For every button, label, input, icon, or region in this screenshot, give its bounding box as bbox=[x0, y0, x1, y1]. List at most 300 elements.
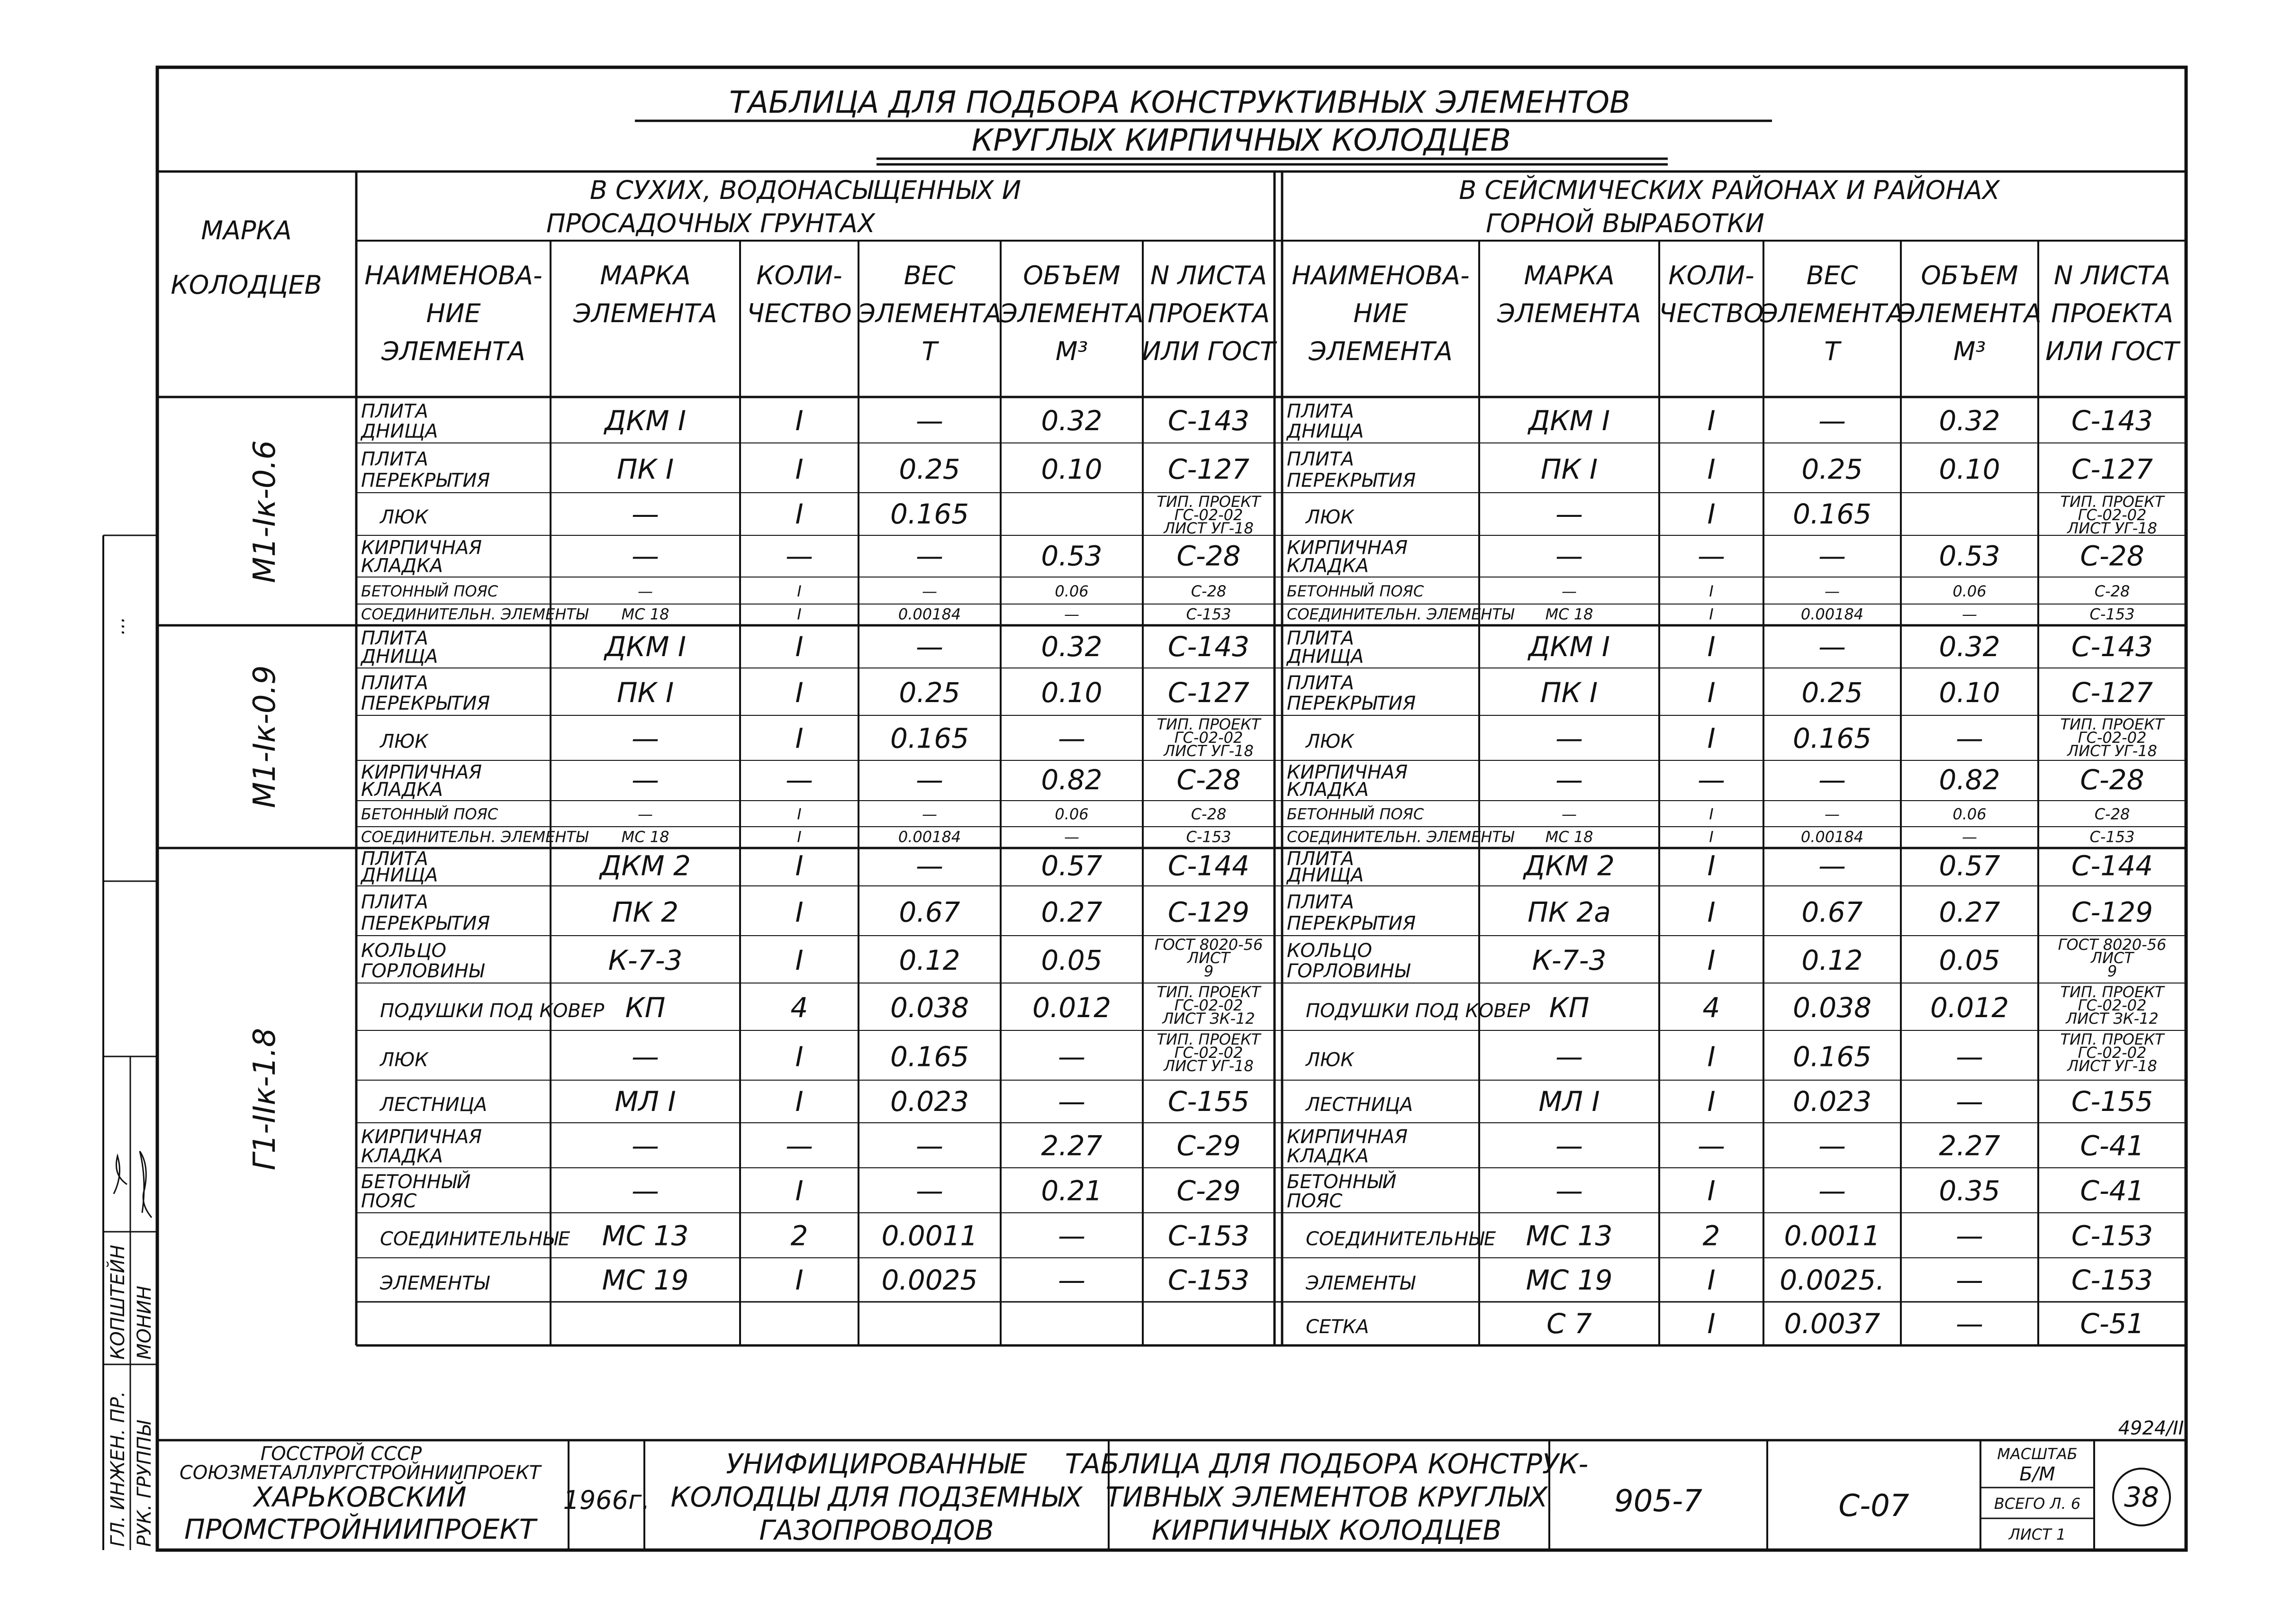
left-cell-5: С-144 bbox=[1167, 849, 1250, 882]
right-col-header-0-2: ЭЛЕМЕНТА bbox=[1309, 336, 1453, 366]
right-cell-5-2: ЛИСТ УГ-18 bbox=[2067, 519, 2157, 537]
left-cell-3: 0.0011 bbox=[881, 1219, 978, 1252]
left-cell-3: — bbox=[922, 582, 937, 601]
left-cell-5-1: ГС-02-02 bbox=[1174, 1044, 1243, 1062]
right-cell-3: — bbox=[1818, 1174, 1846, 1207]
left-cell-2: — bbox=[786, 764, 813, 796]
left-cell-4: 0.10 bbox=[1041, 677, 1103, 709]
right-cell-3: 0.25 bbox=[1801, 453, 1863, 486]
left-cell-1: — bbox=[632, 1174, 659, 1207]
left-cell-1: — bbox=[638, 805, 653, 823]
left-cell-1: — bbox=[638, 582, 653, 601]
left-cell-1: МС 19 bbox=[602, 1263, 689, 1296]
left-cell-0-b: ПЕРЕКРЫТИЯ bbox=[361, 693, 490, 714]
left-cell-3: 0.67 bbox=[899, 896, 960, 929]
right-cell-4: — bbox=[1956, 722, 1983, 755]
right-col-header-5-0: N ЛИСТА bbox=[2053, 261, 2171, 290]
right-cell-1: ДКМ 2 bbox=[1524, 849, 1615, 882]
left-cell-1: МС 18 bbox=[621, 605, 669, 623]
right-cell-5: С-41 bbox=[2080, 1129, 2144, 1162]
right-cell-5: С-153 bbox=[2089, 605, 2135, 623]
right-cell-1: ПК 2а bbox=[1528, 896, 1611, 929]
left-cell-2: I bbox=[797, 805, 802, 823]
right-cell-5: С-28 bbox=[2094, 805, 2130, 823]
right-cell-1: ПК I bbox=[1540, 453, 1598, 486]
right-cell-3: 0.165 bbox=[1792, 497, 1872, 530]
side-role-2: РУК. ГРУППЫ bbox=[134, 1421, 155, 1547]
left-col-header-0-2: ЭЛЕМЕНТА bbox=[381, 336, 525, 366]
left-group-2: ПРОСАДОЧНЫХ ГРУНТАХ bbox=[546, 208, 876, 238]
left-cell-5-2: ЛИСТ ЗК-12 bbox=[1162, 1010, 1255, 1028]
right-cell-4: — bbox=[1962, 828, 1977, 846]
right-cell-1: — bbox=[1555, 540, 1583, 572]
right-cell-3: 0.12 bbox=[1801, 944, 1863, 976]
left-cell-0: СОЕДИНИТЕЛЬН. ЭЛЕМЕНТЫ bbox=[361, 828, 588, 846]
group-mark-2: М1-Iк-0.9 bbox=[247, 665, 282, 808]
side-role-1: ГЛ. ИНЖЕН. ПР. bbox=[107, 1391, 129, 1547]
archive-number: 4924/II bbox=[2118, 1417, 2184, 1439]
right-cell-3: 0.67 bbox=[1801, 896, 1863, 929]
scale-label: МАСШТАБ bbox=[1997, 1445, 2078, 1463]
left-cell-1: — bbox=[632, 1129, 659, 1162]
left-cell-0-b: КЛАДКА bbox=[361, 778, 443, 801]
right-col-header-5-2: ИЛИ ГОСТ bbox=[2045, 336, 2179, 366]
right-cell-1: МЛ I bbox=[1538, 1085, 1600, 1118]
right-cell-0: ПОДУШКИ ПОД КОВЕР bbox=[1306, 1000, 1530, 1022]
left-cell-5-1: ЛИСТ bbox=[1187, 949, 1230, 967]
right-cell-2: I bbox=[1707, 1263, 1716, 1296]
left-cell-5-1: ГС-02-02 bbox=[1174, 506, 1243, 524]
left-cell-3: — bbox=[916, 404, 943, 437]
series-number: 905-7 bbox=[1614, 1484, 1702, 1519]
left-cell-2: I bbox=[797, 828, 802, 846]
sheet-title-3: КИРПИЧНЫХ КОЛОДЦЕВ bbox=[1151, 1514, 1502, 1546]
right-cell-4: 0.10 bbox=[1939, 677, 2000, 709]
left-cell-0-a: БЕТОННЫЙ bbox=[361, 1171, 471, 1193]
column-headers bbox=[364, 261, 2181, 366]
left-cell-0: СОЕДИНИТЕЛЬНЫЕ bbox=[380, 1228, 570, 1250]
left-cell-3: 0.12 bbox=[899, 944, 960, 976]
scale-value: Б/М bbox=[2019, 1463, 2055, 1485]
left-cell-5-2: ЛИСТ УГ-18 bbox=[1164, 1057, 1254, 1075]
right-cell-5-0: ТИП. ПРОЕКТ bbox=[2060, 493, 2164, 511]
right-cell-0: СОЕДИНИТЕЛЬН. ЭЛЕМЕНТЫ bbox=[1287, 828, 1514, 846]
left-cell-2: 4 bbox=[790, 992, 808, 1024]
right-cell-3: — bbox=[1818, 1129, 1846, 1162]
left-cell-1: — bbox=[632, 722, 659, 755]
right-cell-5-2: 9 bbox=[2107, 962, 2117, 980]
project-line-3: ГАЗОПРОВОДОВ bbox=[759, 1514, 994, 1546]
right-cell-5: С-127 bbox=[2071, 677, 2153, 709]
right-cell-1: МС 18 bbox=[1545, 828, 1593, 846]
right-cell-3: 0.25 bbox=[1801, 677, 1863, 709]
right-cell-5-2: ЛИСТ ЗК-12 bbox=[2066, 1010, 2159, 1028]
left-cell-2: I bbox=[795, 630, 804, 663]
right-cell-0: ЛЮК bbox=[1306, 731, 1354, 753]
right-cell-1: — bbox=[1555, 1040, 1583, 1073]
org-line-4: ПРОМСТРОЙНИИПРОЕКТ bbox=[184, 1513, 536, 1545]
right-col-header-2-0: КОЛИ- bbox=[1668, 261, 1754, 290]
left-cell-0-b: КЛАДКА bbox=[361, 555, 443, 577]
left-cell-4: 0.05 bbox=[1041, 944, 1103, 976]
right-cell-5-0: ГОСТ 8020-56 bbox=[2058, 936, 2167, 954]
left-cell-0-b: ПЕРЕКРЫТИЯ bbox=[361, 912, 490, 935]
right-cell-1: — bbox=[1555, 1174, 1583, 1207]
right-cell-4: — bbox=[1956, 1308, 1983, 1340]
left-cell-0: ЛЕСТНИЦА bbox=[380, 1093, 488, 1116]
left-cell-0: ЛЮК bbox=[380, 731, 428, 753]
left-cell-1: — bbox=[632, 764, 659, 796]
right-cell-5-2: ЛИСТ УГ-18 bbox=[2067, 742, 2157, 760]
left-cell-2: I bbox=[795, 1040, 804, 1073]
left-cell-4: — bbox=[1058, 722, 1085, 755]
right-col-header-4-0: ОБЪЕМ bbox=[1921, 261, 2018, 290]
org-line-2: СОЮЗМЕТАЛЛУРГСТРОЙНИИПРОЕКТ bbox=[179, 1462, 541, 1484]
right-cell-1: — bbox=[1562, 805, 1577, 823]
left-cell-2: I bbox=[795, 677, 804, 709]
left-col-header-0-0: НАИМЕНОВА- bbox=[364, 261, 542, 290]
left-cell-4: 0.27 bbox=[1041, 896, 1103, 929]
left-cell-4: 0.32 bbox=[1041, 404, 1103, 437]
left-cell-5: С-28 bbox=[1176, 764, 1241, 796]
right-cell-5: С-153 bbox=[2089, 828, 2135, 846]
left-group-1: В СУХИХ, ВОДОНАСЫЩЕННЫХ И bbox=[589, 175, 1021, 205]
header-mark-2: КОЛОДЦЕВ bbox=[171, 270, 322, 300]
right-cell-3: — bbox=[1818, 630, 1846, 663]
right-cell-5-1: ГС-02-02 bbox=[2078, 729, 2147, 747]
left-cell-5-0: ТИП. ПРОЕКТ bbox=[1157, 493, 1261, 511]
right-cell-1: ДКМ I bbox=[1528, 630, 1610, 663]
right-cell-3: 0.00184 bbox=[1800, 828, 1864, 846]
left-cell-3: — bbox=[922, 805, 937, 823]
right-col-header-4-2: М³ bbox=[1953, 336, 1986, 366]
left-col-header-3-0: ВЕС bbox=[904, 261, 956, 290]
right-col-header-3-1: ЭЛЕМЕНТА bbox=[1760, 298, 1904, 328]
right-cell-2: I bbox=[1707, 896, 1716, 929]
left-cell-2: 2 bbox=[790, 1219, 808, 1252]
left-cell-0: ЛЮК bbox=[380, 1049, 428, 1071]
right-cell-1: — bbox=[1555, 497, 1583, 530]
right-cell-0-b: ПЕРЕКРЫТИЯ bbox=[1287, 469, 1416, 492]
right-cell-5: С-153 bbox=[2071, 1263, 2153, 1296]
right-cell-3: — bbox=[1818, 404, 1846, 437]
left-cell-4: 0.012 bbox=[1032, 992, 1112, 1024]
right-group-2: ГОРНОЙ ВЫРАБОТКИ bbox=[1486, 208, 1764, 238]
left-cell-4: — bbox=[1064, 828, 1079, 846]
right-cell-4: — bbox=[1956, 1263, 1983, 1296]
left-cell-5: С-28 bbox=[1176, 540, 1241, 572]
left-cell-1: МС 13 bbox=[602, 1219, 689, 1252]
left-cell-3: 0.0025 bbox=[881, 1263, 978, 1296]
stamp-year: 1966г. bbox=[563, 1485, 650, 1515]
left-cell-3: — bbox=[916, 630, 943, 663]
right-cell-2: 4 bbox=[1702, 992, 1720, 1024]
right-cell-2: I bbox=[1707, 1308, 1716, 1340]
left-cell-2: I bbox=[795, 849, 804, 882]
right-cell-0: СОЕДИНИТЕЛЬНЫЕ bbox=[1306, 1228, 1496, 1250]
left-cell-5-2: ЛИСТ УГ-18 bbox=[1164, 742, 1254, 760]
right-cell-3: 0.0025. bbox=[1780, 1263, 1885, 1296]
left-cell-5-1: ГС-02-02 bbox=[1174, 996, 1243, 1014]
stamp-text bbox=[180, 1417, 2184, 1546]
left-col-header-4-2: М³ bbox=[1055, 336, 1088, 366]
left-col-header-3-2: Т bbox=[922, 336, 938, 366]
right-cell-0-a: ПЛИТА bbox=[1287, 448, 1354, 470]
left-cell-4: 0.32 bbox=[1041, 630, 1103, 663]
left-cell-4: — bbox=[1058, 1085, 1085, 1118]
right-cell-3: 0.165 bbox=[1792, 722, 1872, 755]
right-col-header-1-0: МАРКА bbox=[1524, 261, 1615, 290]
left-cell-4: 0.06 bbox=[1055, 582, 1089, 601]
right-cell-2: I bbox=[1707, 453, 1716, 486]
project-line-2: КОЛОДЦЫ ДЛЯ ПОДЗЕМНЫХ bbox=[670, 1481, 1083, 1513]
right-cell-1: КП bbox=[1549, 992, 1590, 1024]
left-cell-5: С-29 bbox=[1176, 1174, 1241, 1207]
right-cell-3: — bbox=[1825, 582, 1840, 601]
right-cell-5: С-127 bbox=[2071, 453, 2153, 486]
left-cell-0: СОЕДИНИТЕЛЬН. ЭЛЕМЕНТЫ bbox=[361, 605, 588, 623]
right-cell-0: ЭЛЕМЕНТЫ bbox=[1306, 1272, 1415, 1294]
right-cell-1: К-7-3 bbox=[1532, 944, 1607, 976]
title-line-2: КРУГЛЫХ КИРПИЧНЫХ КОЛОДЦЕВ bbox=[971, 123, 1511, 158]
right-cell-5: С-41 bbox=[2080, 1174, 2144, 1207]
right-cell-3: 0.165 bbox=[1792, 1040, 1872, 1073]
left-cell-0: ПОДУШКИ ПОД КОВЕР bbox=[380, 1000, 605, 1022]
left-cell-5: С-29 bbox=[1176, 1129, 1241, 1162]
right-cell-0-a: ПЛИТА bbox=[1287, 672, 1354, 694]
right-cell-0: СЕТКА bbox=[1306, 1316, 1369, 1338]
right-cell-2: I bbox=[1709, 828, 1714, 846]
left-cell-4: 0.10 bbox=[1041, 453, 1103, 486]
left-cell-0-a: ПЛИТА bbox=[361, 672, 428, 694]
right-col-header-1-1: ЭЛЕМЕНТА bbox=[1497, 298, 1641, 328]
right-cell-0-b: ПЕРЕКРЫТИЯ bbox=[1287, 693, 1416, 714]
right-cell-0-a: КОЛЬЦО bbox=[1287, 940, 1372, 962]
left-cell-0-a: ПЛИТА bbox=[361, 448, 428, 470]
right-cell-0: ЛЮК bbox=[1306, 1049, 1354, 1071]
right-col-header-0-0: НАИМЕНОВА- bbox=[1292, 261, 1470, 290]
left-cell-5: С-153 bbox=[1167, 1263, 1250, 1296]
left-cell-5: С-143 bbox=[1167, 404, 1250, 437]
right-cell-1: — bbox=[1555, 722, 1583, 755]
right-cell-3: — bbox=[1818, 540, 1846, 572]
right-cell-2: 2 bbox=[1702, 1219, 1720, 1252]
right-cell-4: 0.32 bbox=[1939, 404, 2000, 437]
right-cell-5: С-144 bbox=[2071, 849, 2153, 882]
right-cell-5: С-153 bbox=[2071, 1219, 2153, 1252]
right-cell-3: 0.0011 bbox=[1784, 1219, 1880, 1252]
left-cell-0-b: ПЕРЕКРЫТИЯ bbox=[361, 469, 490, 492]
right-cell-4: 0.57 bbox=[1939, 849, 2000, 882]
right-col-header-0-1: НИЕ bbox=[1353, 298, 1408, 328]
left-cell-4: 0.57 bbox=[1041, 849, 1103, 882]
group-mark-1: М1-Iк-0.6 bbox=[247, 440, 282, 583]
right-cell-0-b: КЛАДКА bbox=[1287, 778, 1369, 801]
right-cell-2: I bbox=[1707, 404, 1716, 437]
left-cell-4: — bbox=[1064, 605, 1079, 623]
right-col-header-5-1: ПРОЕКТА bbox=[2051, 298, 2174, 328]
right-group-1: В СЕЙСМИЧЕСКИХ РАЙОНАХ И РАЙОНАХ bbox=[1459, 175, 2000, 205]
right-cell-0: ЛЕСТНИЦА bbox=[1306, 1093, 1413, 1116]
sheet-code: С-07 bbox=[1838, 1489, 1909, 1524]
left-cell-2: I bbox=[797, 582, 802, 601]
left-cell-0-a: ПЛИТА bbox=[361, 891, 428, 913]
left-cell-2: — bbox=[786, 540, 813, 572]
left-cell-3: 0.00184 bbox=[898, 828, 961, 846]
left-col-header-1-1: ЭЛЕМЕНТА bbox=[573, 298, 717, 328]
right-cell-2: I bbox=[1707, 944, 1716, 976]
left-cell-1: ПК I bbox=[616, 453, 674, 486]
right-cell-5: С-51 bbox=[2080, 1308, 2144, 1340]
right-cell-2: — bbox=[1698, 764, 1725, 796]
left-cell-0: БЕТОННЫЙ ПОЯС bbox=[361, 582, 498, 601]
right-cell-0: СОЕДИНИТЕЛЬН. ЭЛЕМЕНТЫ bbox=[1287, 605, 1514, 623]
left-cell-3: 0.165 bbox=[890, 497, 969, 530]
right-cell-4: — bbox=[1956, 1085, 1983, 1118]
left-col-header-4-1: ЭЛЕМЕНТА bbox=[1000, 298, 1144, 328]
right-cell-0-b: КЛАДКА bbox=[1287, 555, 1369, 577]
right-cell-2: I bbox=[1707, 1040, 1716, 1073]
left-cell-3: — bbox=[916, 540, 943, 572]
right-cell-3: 0.0037 bbox=[1784, 1308, 1880, 1340]
right-cell-4: 2.27 bbox=[1939, 1129, 2000, 1162]
right-cell-1: МС 18 bbox=[1545, 605, 1593, 623]
right-cell-0: БЕТОННЫЙ ПОЯС bbox=[1287, 805, 1424, 823]
group-mark-3: Г1-IIк-1.8 bbox=[247, 1028, 282, 1171]
left-col-header-5-1: ПРОЕКТА bbox=[1147, 298, 1270, 328]
right-cell-3: — bbox=[1818, 764, 1846, 796]
right-cell-5-1: ЛИСТ bbox=[2091, 949, 2133, 967]
left-col-header-2-1: ЧЕСТВО bbox=[747, 298, 852, 328]
left-cell-3: — bbox=[916, 764, 943, 796]
right-cell-2: — bbox=[1698, 1129, 1725, 1162]
right-cell-0-b: ДНИЩА bbox=[1287, 646, 1364, 668]
right-cell-3: 0.038 bbox=[1792, 992, 1872, 1024]
left-cell-0-a: КИРПИЧНАЯ bbox=[361, 537, 482, 559]
right-cell-1: — bbox=[1562, 582, 1577, 601]
right-cell-5: С-155 bbox=[2071, 1085, 2153, 1118]
sheet-title-1: ТАБЛИЦА ДЛЯ ПОДБОРА КОНСТРУК- bbox=[1065, 1448, 1589, 1480]
page-circle-number: 38 bbox=[2124, 1481, 2159, 1513]
sheet-number: ЛИСТ 1 bbox=[2008, 1525, 2066, 1543]
sheet-title-2: ТИВНЫХ ЭЛЕМЕНТОВ КРУГЛЫХ bbox=[1105, 1481, 1548, 1513]
left-cell-0: ЭЛЕМЕНТЫ bbox=[380, 1272, 489, 1294]
left-cell-5: С-127 bbox=[1167, 453, 1250, 486]
right-cell-0-a: ПЛИТА bbox=[1287, 848, 1354, 870]
table-header bbox=[171, 175, 2181, 366]
left-cell-2: — bbox=[786, 1129, 813, 1162]
left-cell-1: ДКМ 2 bbox=[600, 849, 691, 882]
right-cell-0-a: КИРПИЧНАЯ bbox=[1287, 1126, 1408, 1148]
right-cell-5-0: ТИП. ПРОЕКТ bbox=[2060, 715, 2164, 733]
right-cell-2: I bbox=[1707, 497, 1716, 530]
left-cell-5: С-153 bbox=[1186, 828, 1231, 846]
table-body bbox=[356, 401, 2186, 1340]
left-cell-5-2: 9 bbox=[1203, 962, 1214, 980]
left-col-header-5-0: N ЛИСТА bbox=[1150, 261, 1267, 290]
left-col-header-4-0: ОБЪЕМ bbox=[1023, 261, 1121, 290]
right-cell-4: — bbox=[1962, 605, 1977, 623]
right-cell-1: МС 19 bbox=[1526, 1263, 1613, 1296]
left-cell-5-0: ТИП. ПРОЕКТ bbox=[1157, 715, 1261, 733]
left-cell-2: I bbox=[795, 944, 804, 976]
right-cell-2: I bbox=[1707, 630, 1716, 663]
left-cell-0-a: КОЛЬЦО bbox=[361, 940, 446, 962]
left-cell-1: МС 18 bbox=[621, 828, 669, 846]
left-cell-0-b: ДНИЩА bbox=[361, 646, 438, 668]
right-cell-4: 0.35 bbox=[1939, 1174, 2000, 1207]
side-name-1: КОПШТЕЙН bbox=[107, 1245, 129, 1360]
right-cell-4: 0.012 bbox=[1930, 992, 2009, 1024]
left-cell-0: ЛЮК bbox=[380, 506, 428, 528]
right-cell-0: ЛЮК bbox=[1306, 506, 1354, 528]
left-cell-1: — bbox=[632, 497, 659, 530]
right-cell-2: I bbox=[1707, 1174, 1716, 1207]
left-cell-0-b: ПОЯС bbox=[361, 1190, 417, 1212]
right-cell-2: I bbox=[1707, 677, 1716, 709]
table-title bbox=[635, 85, 1772, 164]
left-cell-4: 0.21 bbox=[1041, 1174, 1103, 1207]
left-col-header-5-2: ИЛИ ГОСТ bbox=[1142, 336, 1275, 366]
right-cell-0-a: КИРПИЧНАЯ bbox=[1287, 761, 1408, 784]
left-cell-5: С-127 bbox=[1167, 677, 1250, 709]
right-cell-5: С-143 bbox=[2071, 404, 2153, 437]
left-cell-4: 2.27 bbox=[1041, 1129, 1103, 1162]
right-col-header-4-1: ЭЛЕМЕНТА bbox=[1898, 298, 2042, 328]
right-cell-4: — bbox=[1956, 1219, 1983, 1252]
right-cell-0-a: ПЛИТА bbox=[1287, 400, 1354, 423]
left-cell-0-b: КЛАДКА bbox=[361, 1145, 443, 1167]
right-cell-2: I bbox=[1707, 849, 1716, 882]
left-cell-0-a: ПЛИТА bbox=[361, 627, 428, 650]
right-cell-4: — bbox=[1956, 1040, 1983, 1073]
right-cell-5-1: ГС-02-02 bbox=[2078, 506, 2147, 524]
left-cell-2: I bbox=[795, 1174, 804, 1207]
left-cell-0: БЕТОННЫЙ ПОЯС bbox=[361, 805, 498, 823]
left-cell-3: 0.25 bbox=[899, 677, 960, 709]
left-cell-5-0: ГОСТ 8020-56 bbox=[1154, 936, 1263, 954]
title-line-1: ТАБЛИЦА ДЛЯ ПОДБОРА КОНСТРУКТИВНЫХ ЭЛЕМЕНТОВ bbox=[729, 85, 1630, 120]
right-cell-5-1: ГС-02-02 bbox=[2078, 1044, 2147, 1062]
right-cell-4: 0.05 bbox=[1939, 944, 2000, 976]
left-cell-3: 0.165 bbox=[890, 1040, 969, 1073]
right-cell-4: 0.82 bbox=[1939, 764, 2000, 796]
right-cell-0-b: ДНИЩА bbox=[1287, 864, 1364, 886]
right-cell-0-a: БЕТОННЫЙ bbox=[1287, 1171, 1397, 1193]
left-cell-0-b: ДНИЩА bbox=[361, 864, 438, 886]
left-cell-5: С-28 bbox=[1191, 805, 1227, 823]
right-col-header-2-1: ЧЕСТВО bbox=[1659, 298, 1764, 328]
left-cell-1: ПК I bbox=[616, 677, 674, 709]
left-cell-0-b: ГОРЛОВИНЫ bbox=[361, 960, 484, 982]
left-cell-4: — bbox=[1058, 1040, 1085, 1073]
left-cell-0-a: КИРПИЧНАЯ bbox=[361, 761, 482, 784]
left-col-header-2-0: КОЛИ- bbox=[756, 261, 842, 290]
org-line-1: ГОССТРОЙ СССР bbox=[260, 1443, 422, 1465]
right-cell-5: С-28 bbox=[2080, 540, 2144, 572]
left-cell-5: С-153 bbox=[1167, 1219, 1250, 1252]
right-cell-3: 0.00184 bbox=[1800, 605, 1864, 623]
left-cell-2: I bbox=[795, 1263, 804, 1296]
left-col-header-0-1: НИЕ bbox=[426, 298, 481, 328]
right-cell-5: С-129 bbox=[2071, 896, 2153, 929]
left-cell-5-1: ГС-02-02 bbox=[1174, 729, 1243, 747]
total-sheets: ВСЕГО Л. 6 bbox=[1994, 1495, 2081, 1513]
right-cell-0-a: ПЛИТА bbox=[1287, 627, 1354, 650]
left-cell-1: КП bbox=[625, 992, 666, 1024]
right-cell-2: I bbox=[1709, 605, 1714, 623]
left-cell-2: I bbox=[795, 1085, 804, 1118]
